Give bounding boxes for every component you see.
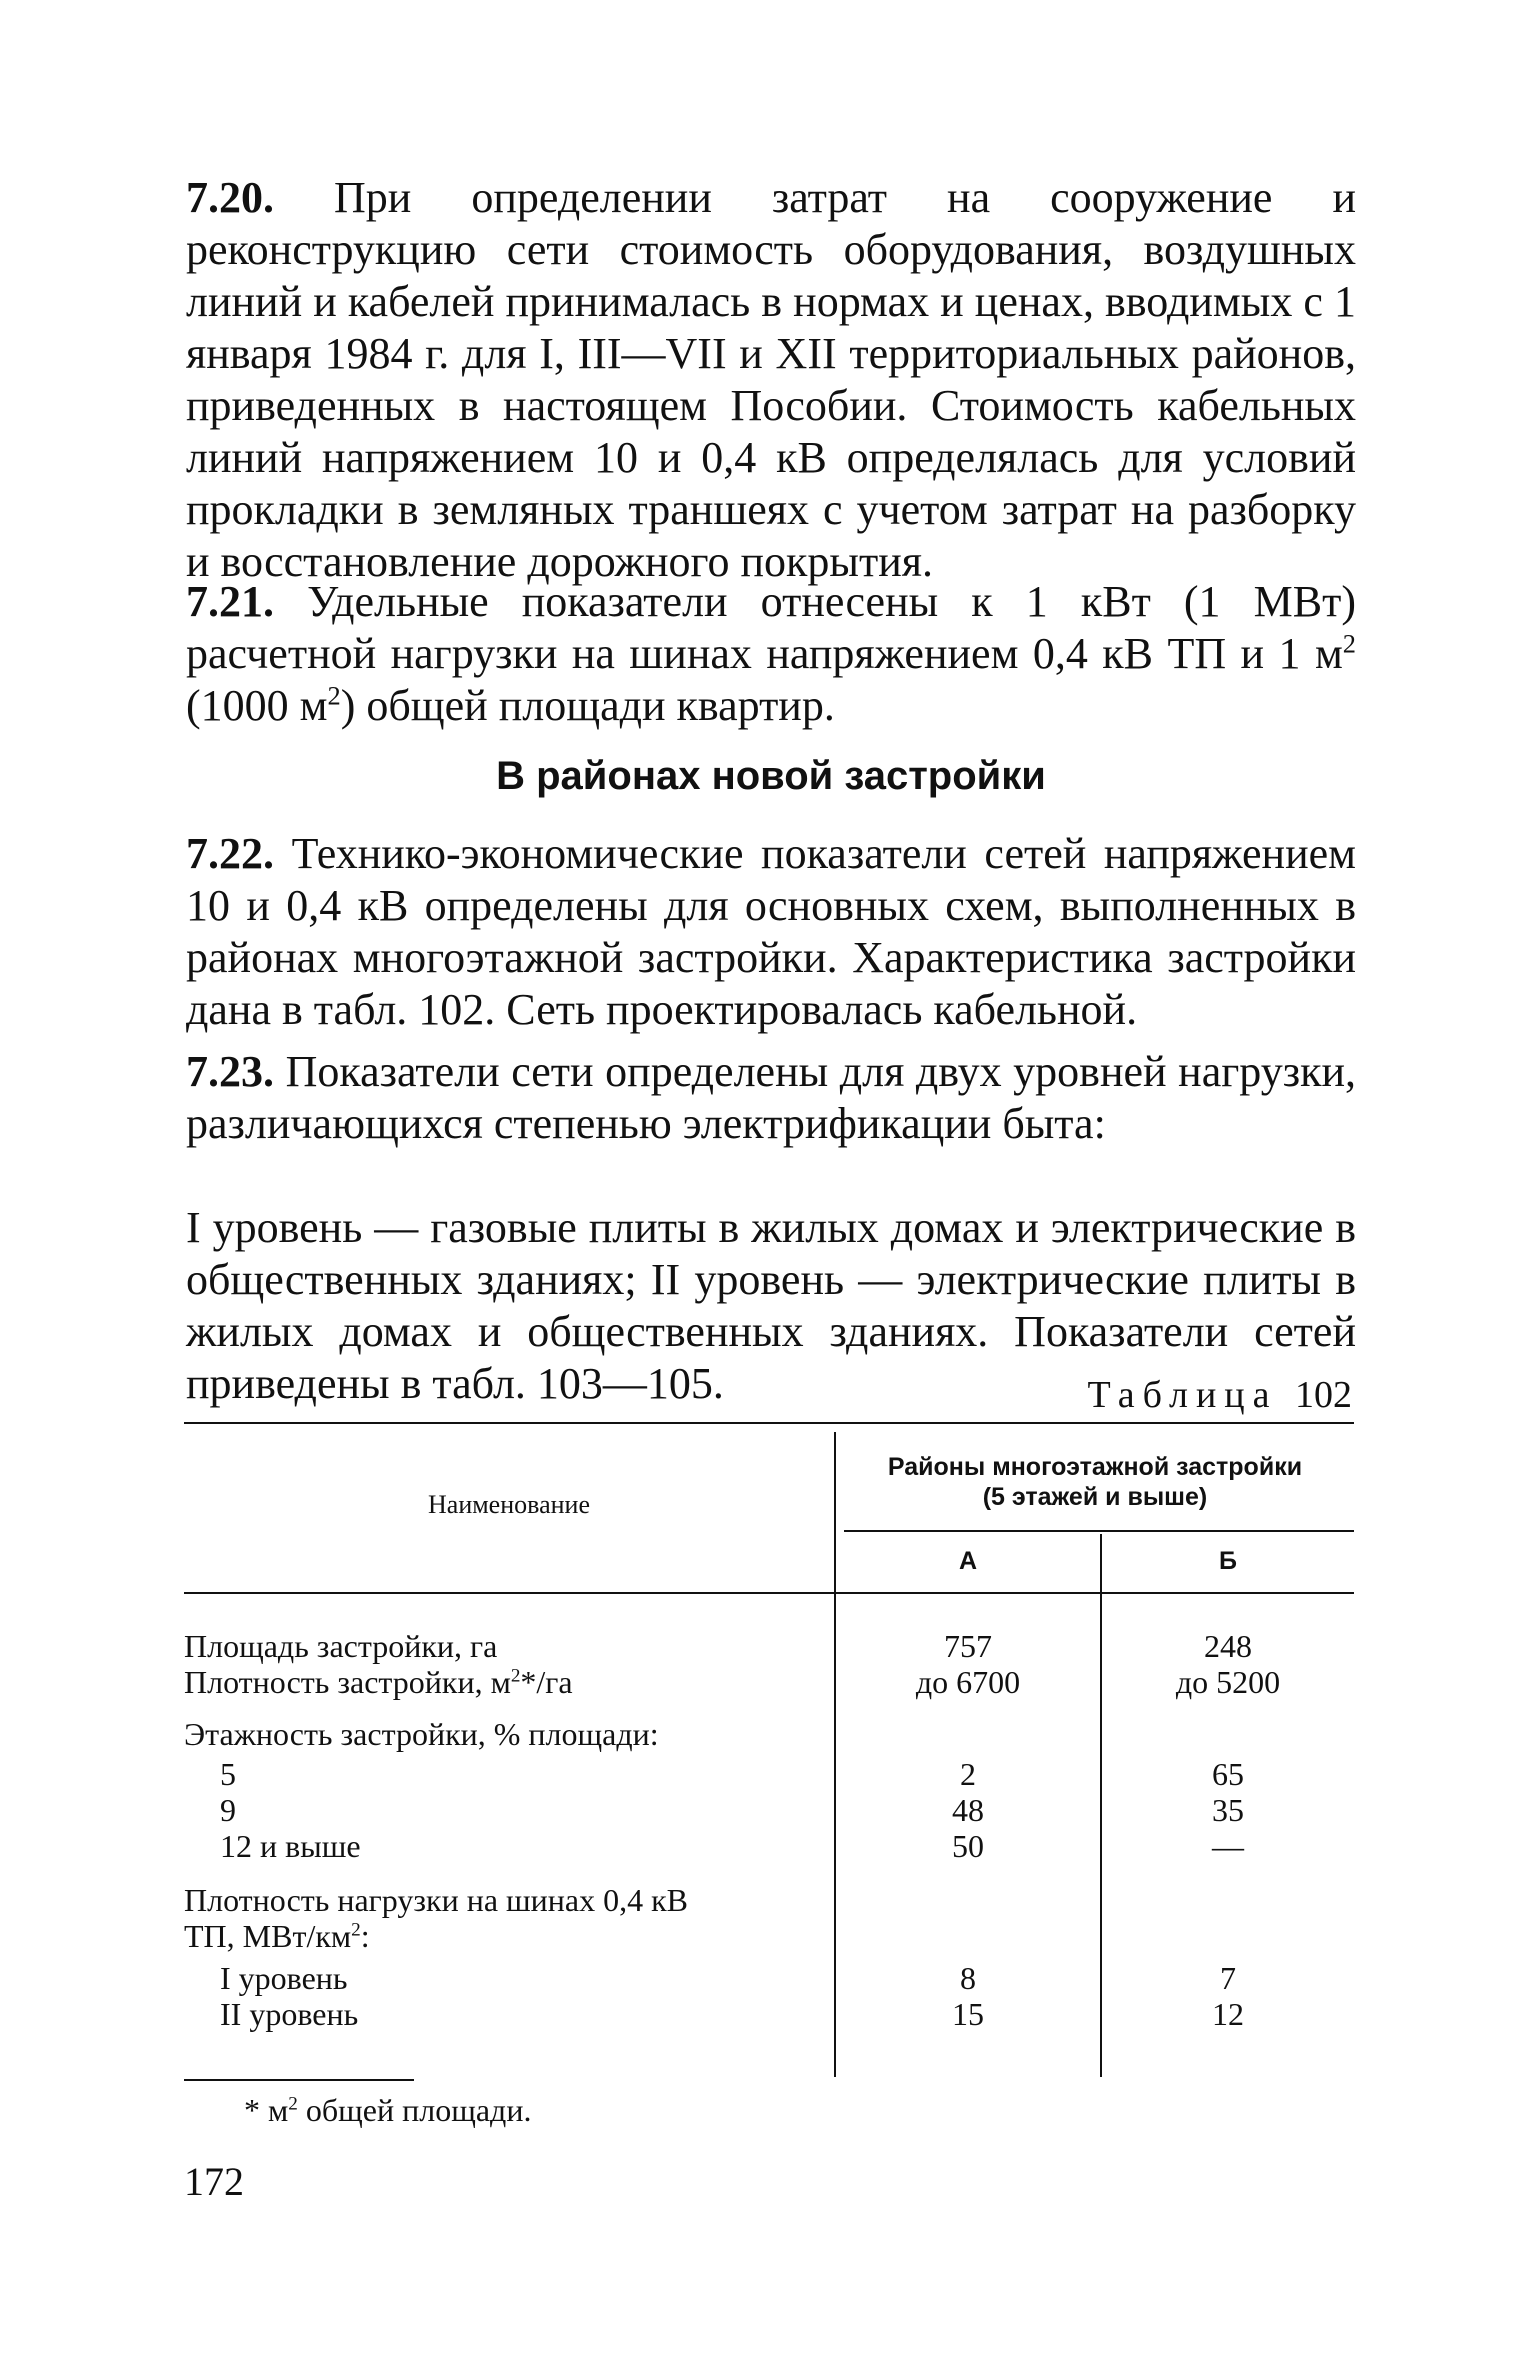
- cell-a: 50: [952, 1828, 984, 1864]
- table-caption-number: 102: [1295, 1374, 1352, 1416]
- row-label: [184, 1918, 370, 1954]
- paragraph-text: Удельные показатели отнесены к 1 кВт (1 МВт) расчетной нагрузки на шинах напряжением 0,4 кВ ТП и 1 м: [186, 577, 1356, 678]
- row-label-text: */га: [520, 1664, 573, 1700]
- table-group-rule: [844, 1530, 1354, 1532]
- page-number: 172: [184, 2159, 244, 2204]
- cell-a: 8: [960, 1960, 976, 1996]
- row-label: Этажность застройки, % площади:: [184, 1716, 659, 1752]
- table-caption-word: Таблица: [1087, 1374, 1278, 1416]
- row-label: Площадь застройки, га: [184, 1628, 498, 1664]
- paragraph-text: ) общей площади квартир.: [340, 681, 835, 730]
- section-heading: В районах новой застройки: [496, 754, 1046, 798]
- cell-b: 7: [1220, 1960, 1236, 1996]
- cell-b: 35: [1212, 1792, 1244, 1828]
- cell-a: 2: [960, 1756, 976, 1792]
- row-label-text: Плотность застройки, м: [184, 1664, 511, 1700]
- cell-b: 65: [1212, 1756, 1244, 1792]
- table-caption: [900, 1373, 1352, 1417]
- table-102: [184, 1422, 1354, 2077]
- header-column-b: Б: [1219, 1547, 1237, 1575]
- superscript: 2: [510, 1665, 521, 1687]
- header-name: Наименование: [428, 1490, 590, 1519]
- cell-b: 12: [1212, 1996, 1244, 2032]
- superscript: 2: [351, 1919, 361, 1941]
- row-label: II уровень: [220, 1996, 359, 2032]
- footnote: [244, 2090, 531, 2130]
- paragraph-text: I уровень — газовые плиты в жилых домах и электрические в общественных зданиях; II уровень — электрические плиты в жилых домах и общественных зданиях. Показатели сетей приведены в табл. 103—105.: [186, 1203, 1356, 1408]
- superscript: 2: [1342, 628, 1356, 659]
- row-label: Плотность нагрузки на шинах 0,4 кВ: [184, 1882, 688, 1918]
- paragraph-7-23: [186, 1046, 1356, 1150]
- header-group-line1: Районы многоэтажной застройки: [887, 1453, 1303, 1481]
- row-label: I уровень: [220, 1960, 348, 1996]
- paragraph-text: При определении затрат на сооружение и реконструкцию сети стоимость оборудования, воздушных линий и кабелей принималась в нормах и ценах, вводимых с 1 января 1984 г. для I, III—VII и XII территориальных районов, приведенных в настоящем Пособии. Стоимость кабельных линий напряжением 10 и 0,4 кВ определялась для условий прокладки в земляных траншеях с учетом затрат на разборку и восстановление дорожного покрытия.: [186, 173, 1356, 586]
- paragraph-text: (1000 м: [186, 681, 328, 730]
- paragraph-number: 7.22.: [186, 829, 274, 878]
- cell-b: —: [1212, 1828, 1244, 1864]
- row-label: 5: [220, 1756, 236, 1792]
- cell-b: до 5200: [1175, 1664, 1281, 1700]
- footnote-text: общей площади.: [297, 2092, 532, 2128]
- row-label: 9: [220, 1792, 236, 1828]
- paragraph-number: 7.20.: [186, 173, 274, 222]
- cell-a: 48: [952, 1792, 984, 1828]
- paragraph-text: Показатели сети определены для двух уровней нагрузки, различающихся степенью электрификации быта:: [186, 1047, 1356, 1148]
- paragraph-7-20: [186, 172, 1356, 588]
- row-label-text: ТП, МВт/км: [184, 1918, 352, 1954]
- paragraph-7-22: [186, 828, 1356, 1036]
- table-header-rule: [184, 1592, 1354, 1594]
- paragraph-number: 7.23.: [186, 1047, 274, 1096]
- paragraph-number: 7.21.: [186, 577, 274, 626]
- cell-b: 248: [1204, 1628, 1252, 1664]
- superscript: 2: [288, 2093, 298, 2115]
- row-label-text: :: [360, 1918, 370, 1954]
- cell-a: 15: [952, 1996, 984, 2032]
- cell-a: до 6700: [915, 1664, 1021, 1700]
- cell-a: 757: [944, 1628, 992, 1664]
- superscript: 2: [327, 680, 341, 711]
- header-column-a: А: [958, 1547, 978, 1575]
- row-label: 12 и выше: [220, 1828, 361, 1864]
- header-group-line2: (5 этажей и выше): [982, 1483, 1208, 1511]
- paragraph-text: Технико-экономические показатели сетей напряжением 10 и 0,4 кВ определены для основных схем, выполненных в районах многоэтажной застройки. Характеристика застройки дана в табл. 102. Сеть проектировалась кабельной.: [186, 829, 1356, 1034]
- footnote-text: * м: [244, 2092, 289, 2128]
- footnote-rule: [184, 2079, 414, 2081]
- paragraph-7-21: [186, 576, 1356, 732]
- row-label: [184, 1664, 573, 1700]
- table-top-rule: [184, 1422, 1354, 1424]
